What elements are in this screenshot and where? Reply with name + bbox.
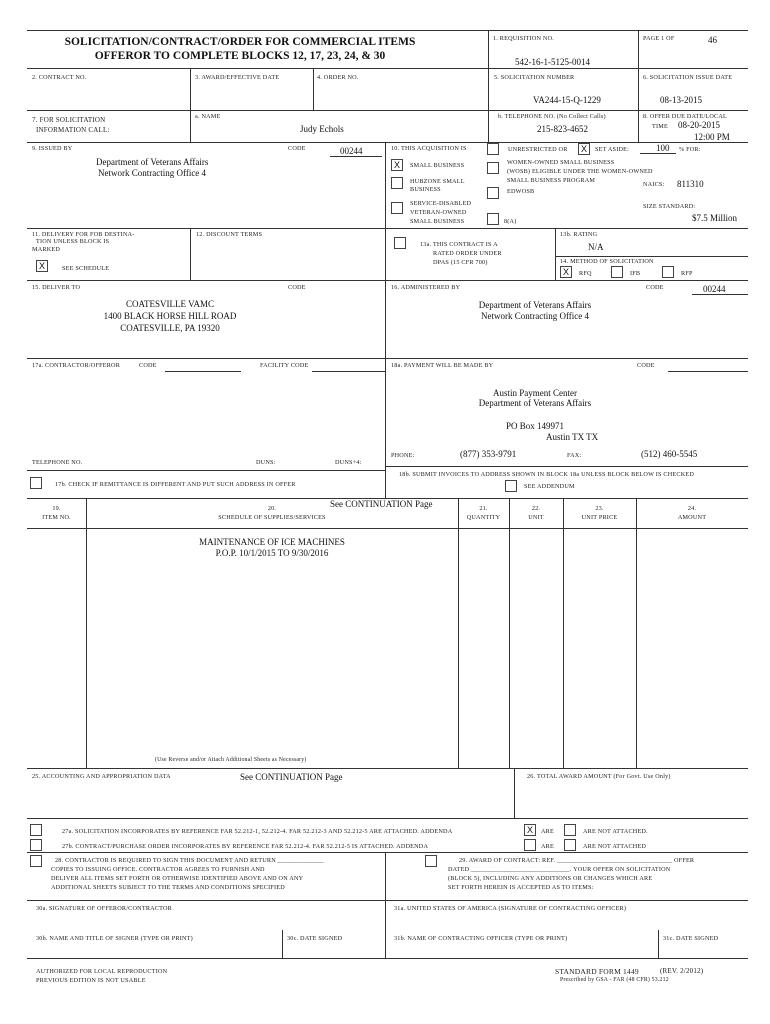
contractor-code-field [165, 371, 241, 372]
wosb-text-3: SMALL BUSINESS PROGRAM [507, 177, 596, 184]
rule [638, 110, 639, 142]
rule [385, 900, 386, 958]
acquisition-label: 10. THIS ACQUISITION IS [391, 145, 467, 152]
solicitation-number-value[interactable]: VA244-15-Q-1229 [533, 95, 601, 105]
issue-date-label: 6. SOLICITATION ISSUE DATE [643, 74, 733, 81]
addendum-text: SEE ADDENDUM [524, 483, 575, 490]
col-item-no: ITEM NO. [42, 514, 71, 521]
admin-line2: Network Contracting Office 4 [480, 311, 590, 321]
signature-officer-label: 31a. UNITED STATES OF AMERICA (SIGNATURE OF CONTRACTING OFFICER) [394, 905, 627, 912]
29-text-3: (BLOCK 5), INCLUDING ANY ADDITIONS OR CHANGES WHICH ARE [448, 875, 653, 882]
sdvosb-checkbox[interactable] [391, 202, 403, 214]
col-quantity-num: 21. [479, 505, 488, 512]
contractor-code-label: CODE [139, 362, 157, 369]
eight-a-text: 8(A) [504, 218, 517, 225]
rule [27, 900, 748, 901]
footer-form-rev: (REV. 2/2012) [660, 967, 704, 975]
form-title: SOLICITATION/CONTRACT/ORDER FOR COMMERCIAL ITEMS [64, 36, 416, 48]
remittance-text: 17b. CHECK IF REMITTANCE IS DIFFERENT AND PUT SUCH ADDRESS IN OFFER [55, 481, 296, 488]
duns4-label: DUNS+4: [335, 459, 362, 466]
offer-due-date[interactable]: 08-20-2015 [678, 120, 720, 130]
27a-text: 27a. SOLICITATION INCORPORATES BY REFERENCE FAR 52.212-1, 52.212-4. FAR 52.212-3 AND 52.212-5 ARE ATTACHED. ADDENDA [62, 828, 453, 835]
rule [488, 68, 489, 110]
deliver-to-line2: 1400 BLACK HORSE HILL ROAD [103, 311, 237, 321]
edwosb-text: EDWOSB [507, 188, 535, 195]
rule [488, 68, 748, 69]
payment-phone-label: PHONE: [391, 452, 415, 459]
issued-code-label: CODE [288, 145, 306, 152]
rule [190, 228, 191, 280]
wosb-checkbox[interactable] [487, 162, 499, 174]
administered-by-label: 16. ADMINISTERED BY [391, 284, 461, 291]
set-aside-text: SET ASIDE: [595, 146, 630, 153]
requisition-label: 1. REQUISITION NO. [493, 35, 555, 42]
payment-phone-value[interactable]: (877) 353-9791 [460, 449, 517, 459]
footer-authorized: AUTHORIZED FOR LOCAL REPRODUCTION [36, 968, 168, 975]
fob-label-3: MARKED [32, 246, 61, 253]
officer-date-label: 31c. DATE SIGNED [663, 935, 719, 942]
rule [555, 256, 748, 257]
admin-code-label: CODE [646, 284, 664, 291]
officer-name-label: 31b. NAME OF CONTRACTING OFFICER (TYPE OR PRINT) [394, 935, 568, 942]
29-checkbox[interactable] [425, 855, 437, 867]
info-call-label: 7. FOR SOLICITATION [32, 116, 106, 124]
hubzone-checkbox[interactable] [391, 177, 403, 189]
discount-terms-label: 12. DISCOUNT TERMS [196, 231, 263, 238]
rule [27, 528, 748, 529]
set-aside-percent[interactable]: 100 [656, 143, 670, 153]
rule [488, 30, 489, 68]
percent-for-text: % FOR: [679, 146, 701, 153]
method-label: 14. METHOD OF SOLICITATION [560, 258, 654, 265]
27a-are-text: ARE [541, 828, 554, 835]
naics-label: NAICS: [643, 181, 665, 188]
offer-due-time[interactable]: 12:00 PM [694, 132, 730, 142]
col-unit-num: 22. [531, 505, 541, 512]
deliver-to-label: 15. DELIVER TO [32, 284, 81, 291]
deliver-to-line3: COATESVILLE, PA 19320 [120, 323, 220, 333]
rule [27, 30, 748, 31]
addendum-checkbox[interactable] [505, 480, 517, 492]
col-item-no-num: 19. [52, 505, 61, 512]
rule [27, 852, 748, 853]
hubzone-text: HUBZONE SMALL [410, 178, 465, 185]
29-text: 29. AWARD OF CONTRACT: REF. ___________________________________ OFFER [459, 857, 695, 864]
rule [385, 466, 748, 467]
col-amount: AMOUNT [677, 514, 707, 521]
ifb-checkbox[interactable] [611, 266, 623, 278]
signer-name-label: 30b. NAME AND TITLE OF SIGNER (TYPE OR PRINT) [36, 935, 193, 942]
27a-are-not-text: ARE NOT ATTACHED. [583, 828, 648, 835]
27b-are-text: ARE [541, 843, 554, 850]
admin-code-value[interactable]: 00244 [703, 284, 726, 294]
offer-due-time-label: TIME [652, 123, 668, 130]
27b-are-checkbox[interactable] [524, 839, 536, 851]
rule [27, 68, 488, 69]
issued-code-value[interactable]: 00244 [340, 146, 363, 156]
total-award-label: 26. TOTAL AWARD AMOUNT (For Govt. Use Only) [527, 773, 671, 780]
fob-label-2: TION UNLESS BLOCK IS [36, 238, 110, 245]
col-supplies: SCHEDULE OF SUPPLIES/SERVICES [218, 514, 326, 521]
rule [385, 142, 386, 358]
28-text-2: COPIES TO ISSUING OFFICE. CONTRACTOR AGREES TO FURNISH AND [51, 866, 265, 873]
schedule-col-line [636, 498, 637, 768]
rule [27, 280, 748, 281]
rule [385, 852, 386, 900]
issued-by-line1: Department of Veterans Affairs [96, 157, 209, 167]
col-unit-price-num: 23. [595, 505, 604, 512]
naics-value[interactable]: 811310 [677, 179, 704, 189]
telephone-label: b. TELEPHONE NO. (No Collect Calls) [498, 113, 606, 120]
rule [282, 930, 283, 958]
footer-previous-edition: PREVIOUS EDITION IS NOT USABLE [36, 977, 146, 984]
payment-code-field [668, 371, 748, 372]
schedule-item-line1: MAINTENANCE OF ICE MACHINES [199, 537, 345, 547]
rule [555, 228, 556, 280]
fob-label: 11. DELIVERY FOR FOB DESTINA- [32, 231, 135, 238]
contact-name-value[interactable]: Judy Echols [300, 124, 344, 134]
accounting-value: See CONTINUATION Page [240, 772, 343, 782]
deliver-to-line1: COATESVILLE VAMC [126, 299, 214, 309]
admin-code-underline [692, 294, 748, 295]
payment-fax-value[interactable]: (512) 460-5545 [641, 449, 698, 459]
admin-line1: Department of Veterans Affairs [478, 300, 592, 310]
27b-are-not-checkbox[interactable] [564, 839, 576, 851]
sdvosb-text-3: SMALL BUSINESS [410, 218, 465, 225]
issue-date-value[interactable]: 08-13-2015 [660, 95, 702, 105]
page-label: PAGE 1 OF [643, 35, 675, 42]
rating-label: 13b. RATING [560, 231, 598, 238]
size-standard-value[interactable]: $7.5 Million [692, 213, 738, 223]
28-checkbox[interactable] [30, 855, 42, 867]
hubzone-text-2: BUSINESS [410, 186, 441, 193]
rated-order-text-2: RATED ORDER UNDER [433, 250, 502, 257]
wosb-text-2: (WOSB) ELIGIBLE UNDER THE WOMEN-OWNED [507, 168, 653, 175]
rule [27, 358, 748, 359]
footer-prescribed: Prescribed by GSA - FAR (48 CFR) 53.212 [560, 977, 669, 983]
info-call-label-2: INFORMATION CALL: [36, 126, 110, 134]
col-quantity: QUANTITY [466, 514, 501, 521]
schedule-col-line [509, 498, 510, 768]
rule [313, 68, 314, 110]
27b-checkbox[interactable] [30, 839, 42, 851]
rule [27, 110, 748, 111]
edwosb-checkbox[interactable] [487, 187, 499, 199]
remittance-checkbox[interactable] [30, 477, 42, 489]
solicitation-number-label: 5. SOLICITATION NUMBER [494, 74, 575, 81]
wosb-text: WOMEN-OWNED SMALL BUSINESS [507, 159, 615, 166]
rule [27, 142, 748, 143]
award-date-label: 3. AWARD/EFFECTIVE DATE [195, 74, 280, 81]
unrestricted-checkbox[interactable] [487, 143, 499, 155]
rule [385, 228, 748, 229]
eight-a-checkbox[interactable] [487, 213, 499, 225]
size-standard-label: SIZE STANDARD: [643, 203, 696, 210]
payment-line4: Austin TX TX [546, 432, 599, 442]
page-total: 46 [708, 35, 717, 45]
rated-order-checkbox[interactable] [394, 237, 406, 249]
issued-by-line2: Network Contracting Office 4 [98, 168, 207, 178]
form-subtitle: OFFEROR TO COMPLETE BLOCKS 12, 17, 23, 24, & 30 [94, 50, 386, 62]
rule [190, 68, 191, 110]
signer-date-label: 30c. DATE SIGNED [287, 935, 343, 942]
percent-underline [640, 153, 676, 154]
schedule-item-line2: P.O.P. 10/1/2015 TO 9/30/2016 [215, 548, 329, 558]
contact-name-label: a. NAME [195, 113, 221, 120]
payment-line2: Department of Veterans Affairs [478, 398, 592, 408]
payment-fax-label: FAX: [567, 452, 582, 459]
rule [514, 768, 515, 818]
rating-value[interactable]: N/A [588, 242, 604, 252]
col-unit-price: UNIT PRICE [581, 514, 618, 521]
payment-line1: Austin Payment Center [493, 388, 577, 398]
requisition-value[interactable]: 542-16-1-5125-0014 [515, 57, 590, 67]
29-text-4: SET FORTH HEREIN IS ACCEPTED AS TO ITEMS: [448, 884, 594, 891]
rule [27, 958, 748, 959]
rule [658, 930, 659, 958]
rule [385, 466, 386, 498]
signature-offeror-label: 30a. SIGNATURE OF OFFEROR/CONTRACTOR [36, 905, 173, 912]
schedule-col-line [563, 498, 564, 768]
rule [190, 110, 191, 142]
col-supplies-num: 20. [267, 505, 277, 512]
rule [27, 470, 385, 471]
rule [27, 228, 385, 229]
schedule-col-line [458, 498, 459, 768]
contract-no-label: 2. CONTRACT NO. [32, 74, 87, 81]
rule [385, 358, 386, 466]
27a-are-not-checkbox[interactable] [564, 824, 576, 836]
facility-code-label: FACILITY CODE [260, 362, 309, 369]
facility-code-field [312, 371, 385, 372]
contractor-telephone-label: TELEPHONE NO. [32, 459, 83, 466]
deliver-code-label: CODE [288, 284, 306, 291]
28-text-4: ADDITIONAL SHEETS SUBJECT TO THE TERMS AND CONDITIONS SPECIFIED [51, 884, 285, 891]
unrestricted-text: UNRESTRICTED OR [508, 146, 568, 153]
contractor-label: 17a. CONTRACTOR/OFFEROR [32, 362, 121, 369]
rfq-checkbox[interactable]: X [560, 266, 572, 278]
see-schedule-text: SEE SCHEDULE [62, 265, 110, 272]
set-aside-checkbox[interactable]: X [578, 143, 590, 155]
sdvosb-text-2: VETERAN-OWNED [410, 209, 467, 216]
27a-are-checkbox[interactable]: X [524, 824, 536, 836]
see-schedule-checkbox[interactable]: X [36, 260, 48, 272]
code-underline [330, 156, 382, 157]
rule [488, 110, 489, 142]
see-continuation: See CONTINUATION Page [330, 499, 433, 509]
29-text-2: DATED ______________________________. YOUR OFFER ON SOLICITATION [448, 866, 671, 873]
col-unit: UNIT [528, 514, 544, 521]
duns-label: DUNS: [256, 459, 276, 466]
reverse-note: (Use Reverse and/or Attach Additional Sheets as Necessary) [155, 757, 307, 763]
accounting-label: 25. ACCOUNTING AND APPROPRIATION DATA [32, 773, 171, 780]
small-business-text: SMALL BUSINESS [410, 162, 465, 169]
ifb-text: IFB [630, 270, 641, 277]
col-amount-num: 24. [687, 505, 697, 512]
order-no-label: 4. ORDER NO. [317, 74, 359, 81]
payment-code-label: CODE [637, 362, 655, 369]
rated-order-text: 13a. THIS CONTRACT IS A [420, 241, 498, 248]
27a-checkbox[interactable] [30, 824, 42, 836]
footer-form-name: STANDARD FORM 1449 [555, 967, 639, 976]
rfp-checkbox[interactable] [662, 266, 674, 278]
payment-line3: PO Box 149971 [505, 421, 564, 431]
28-text-3: DELIVER ALL ITEMS SET FORTH OR OTHERWISE IDENTIFIED ABOVE AND ON ANY [51, 875, 304, 882]
27b-text: 27b. CONTRACT/PURCHASE ORDER INCORPORATES BY REFERENCE FAR 52.212-4. FAR 52.212-5 IS ATTACHED. ADDENDA [62, 843, 429, 850]
rule [27, 768, 748, 769]
rfq-text: RFQ [579, 270, 592, 277]
28-text: 28. CONTRACTOR IS REQUIRED TO SIGN THIS DOCUMENT AND RETURN ______________ [55, 857, 324, 864]
submit-invoices-text: 18b. SUBMIT INVOICES TO ADDRESS SHOWN IN BLOCK 18a UNLESS BLOCK BELOW IS CHECKED [399, 471, 695, 478]
rated-order-text-3: DPAS (15 CFR 700) [433, 259, 488, 266]
offer-due-label: 8. OFFER DUE DATE/LOCAL [643, 113, 728, 120]
payment-label: 18a. PAYMENT WILL BE MADE BY [391, 362, 494, 369]
sdvosb-text: SERVICE-DISABLED [410, 200, 472, 207]
issued-by-label: 9. ISSUED BY [32, 145, 73, 152]
telephone-value[interactable]: 215-823-4652 [537, 124, 588, 134]
rule [638, 30, 639, 110]
small-business-checkbox[interactable]: X [391, 159, 403, 171]
27b-are-not-text: ARE NOT ATTACHED [583, 843, 647, 850]
rule [27, 818, 748, 819]
rfp-text: RFP [681, 270, 693, 277]
